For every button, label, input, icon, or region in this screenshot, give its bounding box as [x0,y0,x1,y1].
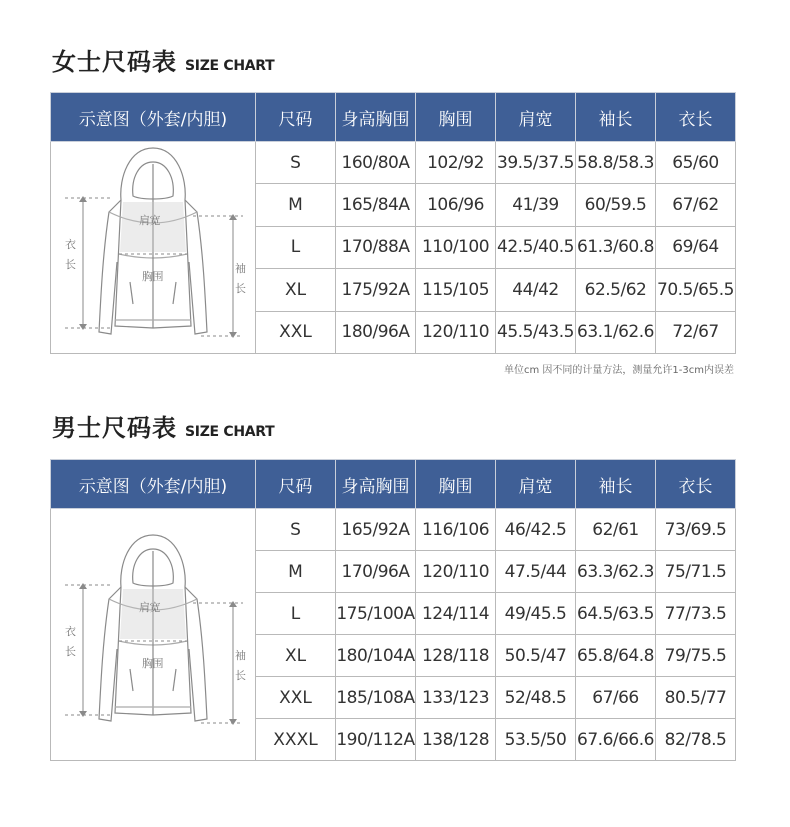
cell-sleeve: 63.3/62.3 [576,551,656,593]
table-row [51,509,736,551]
cell-size: S [256,509,336,551]
header-size: 尺码 [256,93,336,142]
header-sleeve: 袖长 [576,93,656,142]
cell-size: M [256,551,336,593]
men-subtitle: SIZE CHART [185,424,275,440]
header-diagram: 示意图（外套/内胆) [51,93,256,142]
cell-size: XL [256,269,336,311]
header-size: 尺码 [256,460,336,509]
women-header-row [51,93,736,142]
cell-length: 65/60 [656,142,736,184]
cell-sleeve: 61.3/60.8 [576,226,656,268]
cell-shoulder: 46/42.5 [496,509,576,551]
cell-shoulder: 49/45.5 [496,593,576,635]
header-shoulder: 肩宽 [496,460,576,509]
cell-chest: 115/105 [416,269,496,311]
cell-height-chest: 160/80A [336,142,416,184]
table-row [51,142,736,184]
cell-chest: 116/106 [416,509,496,551]
cell-size: XXXL [256,719,336,761]
header-height-chest: 身高胸围 [336,460,416,509]
diagram-sleeve-label-1: 袖 [235,262,246,275]
cell-size: XL [256,635,336,677]
cell-length: 73/69.5 [656,509,736,551]
cell-shoulder: 45.5/43.5 [496,311,576,353]
cell-sleeve: 62/61 [576,509,656,551]
cell-chest: 120/110 [416,311,496,353]
men-size-table [50,459,736,761]
cell-sleeve: 58.8/58.3 [576,142,656,184]
men-jacket-diagram [51,509,256,761]
women-size-table [50,92,736,354]
cell-shoulder: 42.5/40.5 [496,226,576,268]
cell-height-chest: 170/96A [336,551,416,593]
diagram-shoulder-label: 肩宽 [139,601,160,614]
cell-sleeve: 62.5/62 [576,269,656,311]
diagram-length-label-2: 长 [65,645,76,658]
cell-size: XXL [256,677,336,719]
cell-height-chest: 185/108A [336,677,416,719]
cell-length: 67/62 [656,184,736,226]
cell-shoulder: 44/42 [496,269,576,311]
women-jacket-diagram [51,142,256,354]
diagram-length-label-1: 衣 [65,625,76,638]
cell-chest: 138/128 [416,719,496,761]
men-header-row [51,460,736,509]
cell-sleeve: 67.6/66.6 [576,719,656,761]
header-chest: 胸围 [416,93,496,142]
cell-height-chest: 190/112A [336,719,416,761]
header-chest: 胸围 [416,460,496,509]
women-subtitle: SIZE CHART [185,58,275,74]
cell-length: 79/75.5 [656,635,736,677]
cell-height-chest: 175/92A [336,269,416,311]
cell-size: XXL [256,311,336,353]
cell-sleeve: 64.5/63.5 [576,593,656,635]
header-length: 衣长 [656,460,736,509]
men-title: 男士尺码表 [52,414,177,442]
cell-height-chest: 165/84A [336,184,416,226]
cell-length: 69/64 [656,226,736,268]
cell-sleeve: 67/66 [576,677,656,719]
cell-length: 77/73.5 [656,593,736,635]
cell-length: 70.5/65.5 [656,269,736,311]
cell-height-chest: 175/100A [336,593,416,635]
women-title: 女士尺码表 [52,48,177,76]
cell-size: L [256,226,336,268]
cell-shoulder: 53.5/50 [496,719,576,761]
cell-length: 72/67 [656,311,736,353]
diagram-chest-label: 胸围 [142,657,163,670]
cell-sleeve: 63.1/62.6 [576,311,656,353]
header-diagram: 示意图（外套/内胆) [51,460,256,509]
cell-shoulder: 41/39 [496,184,576,226]
cell-size: M [256,184,336,226]
cell-shoulder: 52/48.5 [496,677,576,719]
cell-height-chest: 165/92A [336,509,416,551]
jacket-illustration [53,142,253,348]
header-height-chest: 身高胸围 [336,93,416,142]
women-section-title [52,42,274,77]
cell-sleeve: 65.8/64.8 [576,635,656,677]
cell-chest: 133/123 [416,677,496,719]
cell-height-chest: 170/88A [336,226,416,268]
header-shoulder: 肩宽 [496,93,576,142]
cell-shoulder: 47.5/44 [496,551,576,593]
cell-chest: 102/92 [416,142,496,184]
diagram-sleeve-label-2: 长 [235,669,246,682]
cell-length: 75/71.5 [656,551,736,593]
diagram-sleeve-label-2: 长 [235,282,246,295]
jacket-illustration [53,517,253,747]
diagram-chest-label: 胸围 [142,270,163,283]
cell-sleeve: 60/59.5 [576,184,656,226]
cell-chest: 124/114 [416,593,496,635]
cell-chest: 128/118 [416,635,496,677]
diagram-shoulder-label: 肩宽 [139,214,160,227]
cell-size: L [256,593,336,635]
cell-chest: 110/100 [416,226,496,268]
cell-chest: 120/110 [416,551,496,593]
cell-length: 80.5/77 [656,677,736,719]
cell-shoulder: 50.5/47 [496,635,576,677]
cell-shoulder: 39.5/37.5 [496,142,576,184]
men-section-title [52,408,274,443]
diagram-sleeve-label-1: 袖 [235,649,246,662]
cell-length: 82/78.5 [656,719,736,761]
header-sleeve: 袖长 [576,460,656,509]
cell-size: S [256,142,336,184]
header-length: 衣长 [656,93,736,142]
cell-height-chest: 180/104A [336,635,416,677]
cell-chest: 106/96 [416,184,496,226]
measurement-note: 单位cm 因不同的计量方法，测量允许1-3cm内误差 [504,365,734,376]
diagram-length-label-1: 衣 [65,238,76,251]
cell-height-chest: 180/96A [336,311,416,353]
diagram-length-label-2: 长 [65,258,76,271]
